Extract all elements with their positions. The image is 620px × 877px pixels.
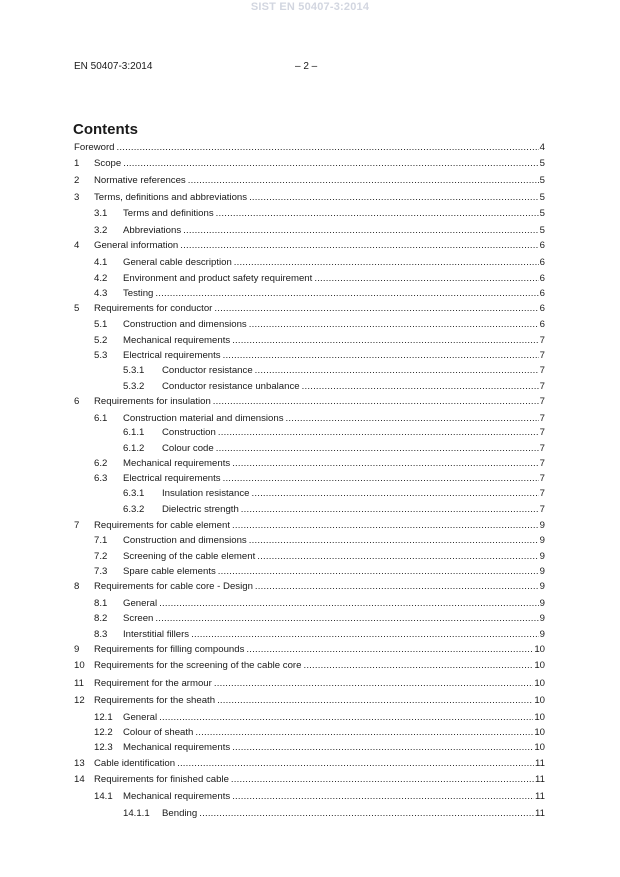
toc-entry-page: 7 bbox=[539, 504, 545, 515]
toc-entry[interactable] bbox=[74, 319, 545, 331]
toc-entry-label: Requirements for insulation bbox=[94, 396, 211, 407]
toc-entry-number: 12.2 bbox=[94, 727, 113, 738]
toc-leader-dots bbox=[232, 791, 534, 803]
toc-leader-dots bbox=[231, 774, 534, 786]
toc-entry[interactable] bbox=[74, 142, 545, 154]
toc-entry-label: Mechanical requirements bbox=[123, 791, 231, 802]
toc-entry-number: 7.2 bbox=[94, 551, 108, 562]
toc-entry-label: Screen bbox=[123, 613, 154, 624]
toc-leader-dots bbox=[214, 678, 533, 690]
toc-leader-dots bbox=[191, 629, 539, 641]
toc-entry-label: Requirements for the sheath bbox=[94, 695, 216, 706]
toc-entry-label: Requirements for the screening of the cable core bbox=[94, 660, 302, 671]
toc-entry-label: Dielectric strength bbox=[162, 504, 239, 515]
toc-leader-dots bbox=[302, 381, 539, 393]
toc-entry-number: 9 bbox=[74, 644, 80, 655]
toc-leader-dots bbox=[216, 208, 539, 220]
toc-leader-dots bbox=[216, 443, 539, 455]
toc-entry-page: 9 bbox=[539, 629, 545, 640]
toc-entry-number: 5 bbox=[74, 303, 80, 314]
toc-entry[interactable] bbox=[74, 758, 545, 770]
toc-entry-page: 7 bbox=[539, 488, 545, 499]
toc-entry[interactable] bbox=[74, 629, 545, 641]
toc-entry-page: 6 bbox=[539, 319, 545, 330]
toc-entry-page: 4 bbox=[539, 142, 545, 153]
toc-entry-number: 1 bbox=[74, 158, 80, 169]
toc-entry-page: 6 bbox=[539, 257, 545, 268]
toc-entry[interactable] bbox=[74, 458, 545, 470]
toc-entry-page: 9 bbox=[539, 581, 545, 592]
toc-leader-dots bbox=[286, 413, 539, 425]
toc-entry[interactable] bbox=[74, 427, 545, 439]
toc-entry-label: Requirements for finished cable bbox=[94, 774, 229, 785]
toc-entry-number: 6.1.1 bbox=[123, 427, 145, 438]
toc-entry-number: 7.3 bbox=[94, 566, 108, 577]
toc-entry[interactable] bbox=[74, 303, 545, 315]
toc-entry-label: Colour of sheath bbox=[123, 727, 194, 738]
toc-entry-page: 6 bbox=[539, 273, 545, 284]
toc-entry-number: 8 bbox=[74, 581, 80, 592]
toc-entry[interactable] bbox=[74, 598, 545, 610]
toc-entry-page: 11 bbox=[535, 791, 545, 802]
toc-entry-number: 3.1 bbox=[94, 208, 108, 219]
toc-entry-number: 8.1 bbox=[94, 598, 108, 609]
toc-entry-number: 14.1.1 bbox=[123, 808, 150, 819]
toc-entry[interactable] bbox=[74, 644, 545, 656]
toc-entry-page: 10 bbox=[534, 695, 545, 706]
toc-entry[interactable] bbox=[74, 175, 545, 187]
toc-entry-label: Cable identification bbox=[94, 758, 176, 769]
toc-leader-dots bbox=[223, 473, 539, 485]
toc-entry-page: 11 bbox=[535, 774, 545, 785]
toc-entry-page: 9 bbox=[539, 520, 545, 531]
toc-entry-number: 5.3.2 bbox=[123, 381, 145, 392]
toc-leader-dots bbox=[188, 175, 539, 187]
toc-leader-dots bbox=[214, 303, 538, 315]
toc-leader-dots bbox=[195, 727, 533, 739]
toc-entry-number: 3 bbox=[74, 192, 80, 203]
toc-entry-page: 7 bbox=[539, 458, 545, 469]
toc-entry-label: Spare cable elements bbox=[123, 566, 216, 577]
toc-entry[interactable] bbox=[74, 504, 545, 516]
toc-entry-number: 4.1 bbox=[94, 257, 108, 268]
toc-entry-label: Requirements for cable element bbox=[94, 520, 230, 531]
toc-entry[interactable] bbox=[74, 365, 545, 377]
toc-entry-page: 10 bbox=[534, 644, 545, 655]
toc-entry-page: 7 bbox=[539, 350, 545, 361]
toc-entry[interactable] bbox=[74, 473, 545, 485]
toc-leader-dots bbox=[234, 257, 539, 269]
toc-entry-label: Requirements for cable core - Design bbox=[94, 581, 253, 592]
toc-entry-page: 10 bbox=[534, 742, 545, 753]
toc-leader-dots bbox=[232, 520, 539, 532]
toc-entry-number: 5.3.1 bbox=[123, 365, 145, 376]
toc-entry-label: Insulation resistance bbox=[162, 488, 250, 499]
toc-entry[interactable] bbox=[74, 791, 545, 803]
toc-entry-label: Environment and product safety requirement bbox=[123, 273, 313, 284]
toc-entry[interactable] bbox=[74, 712, 545, 724]
toc-entry-page: 5 bbox=[539, 225, 545, 236]
toc-entry-page: 9 bbox=[539, 566, 545, 577]
toc-leader-dots bbox=[155, 613, 538, 625]
toc-entry-label: Construction bbox=[162, 427, 216, 438]
toc-entry-number: 14 bbox=[74, 774, 85, 785]
toc-entry-label: Colour code bbox=[162, 443, 214, 454]
toc-entry-page: 6 bbox=[539, 240, 545, 251]
toc-entry-page: 7 bbox=[539, 443, 545, 454]
toc-entry-label: Abbreviations bbox=[123, 225, 182, 236]
toc-leader-dots bbox=[223, 350, 539, 362]
toc-entry-number: 5.1 bbox=[94, 319, 108, 330]
toc-leader-dots bbox=[255, 581, 539, 593]
toc-leader-dots bbox=[232, 742, 533, 754]
toc-entry-number: 6.3 bbox=[94, 473, 108, 484]
toc-entry[interactable] bbox=[74, 240, 545, 252]
toc-entry-label: Requirements for conductor bbox=[94, 303, 213, 314]
toc-entry-page: 10 bbox=[534, 678, 545, 689]
toc-leader-dots bbox=[117, 142, 539, 154]
toc-entry-label: General information bbox=[94, 240, 179, 251]
toc-entry-page: 5 bbox=[539, 158, 545, 169]
toc-entry[interactable] bbox=[74, 443, 545, 455]
toc-entry-page: 10 bbox=[534, 660, 545, 671]
toc-leader-dots bbox=[255, 365, 539, 377]
toc-leader-dots bbox=[257, 551, 538, 563]
toc-entry-number: 6.3.2 bbox=[123, 504, 145, 515]
toc-leader-dots bbox=[183, 225, 539, 237]
toc-entry-label: Requirement for the armour bbox=[94, 678, 212, 689]
toc-entry-number: 6.1 bbox=[94, 413, 108, 424]
page-title: Contents bbox=[73, 121, 138, 138]
toc-entry-label: Electrical requirements bbox=[123, 350, 221, 361]
toc-leader-dots bbox=[246, 644, 533, 656]
toc-entry-number: 10 bbox=[74, 660, 85, 671]
toc-entry[interactable] bbox=[74, 535, 545, 547]
toc-entry-number: 4.2 bbox=[94, 273, 108, 284]
toc-entry-number: 6.3.1 bbox=[123, 488, 145, 499]
toc-entry-label: Scope bbox=[94, 158, 122, 169]
toc-entry[interactable] bbox=[74, 695, 545, 707]
toc-entry-number: 5.3 bbox=[94, 350, 108, 361]
page-number: – 2 – bbox=[295, 61, 318, 72]
toc-entry[interactable] bbox=[74, 396, 545, 408]
toc-entry-page: 10 bbox=[534, 712, 545, 723]
toc-entry-page: 7 bbox=[539, 396, 545, 407]
toc-entry-page: 10 bbox=[534, 727, 545, 738]
toc-leader-dots bbox=[314, 273, 538, 285]
toc-leader-dots bbox=[232, 335, 538, 347]
toc-entry-label: Foreword bbox=[74, 142, 115, 153]
toc-entry-number: 3.2 bbox=[94, 225, 108, 236]
watermark-text: SIST EN 50407-3:2014 bbox=[250, 1, 370, 13]
toc-leader-dots bbox=[217, 695, 533, 707]
toc-entry[interactable] bbox=[74, 381, 545, 393]
toc-entry-number: 11 bbox=[74, 678, 84, 689]
toc-entry[interactable] bbox=[74, 208, 545, 220]
toc-entry-number: 8.2 bbox=[94, 613, 108, 624]
toc-entry-number: 7.1 bbox=[94, 535, 108, 546]
toc-entry-number: 8.3 bbox=[94, 629, 108, 640]
toc-entry[interactable] bbox=[74, 774, 545, 786]
toc-entry-label: Conductor resistance unbalance bbox=[162, 381, 300, 392]
toc-leader-dots bbox=[213, 396, 539, 408]
toc-leader-dots bbox=[123, 158, 538, 170]
toc-entry[interactable] bbox=[74, 192, 545, 204]
toc-entry-label: General bbox=[123, 712, 158, 723]
toc-entry-number: 12 bbox=[74, 695, 85, 706]
toc-entry[interactable] bbox=[74, 566, 545, 578]
toc-entry-page: 7 bbox=[539, 381, 545, 392]
toc-entry-label: Terms and definitions bbox=[123, 208, 214, 219]
toc-leader-dots bbox=[218, 566, 539, 578]
toc-entry-number: 2 bbox=[74, 175, 80, 186]
toc-leader-dots bbox=[249, 192, 539, 204]
toc-entry-number: 6 bbox=[74, 396, 80, 407]
toc-leader-dots bbox=[303, 660, 533, 672]
toc-entry-label: Normative references bbox=[94, 175, 186, 186]
toc-entry-page: 11 bbox=[535, 808, 545, 819]
toc-entry-page: 7 bbox=[539, 413, 545, 424]
toc-entry[interactable] bbox=[74, 742, 545, 754]
toc-entry[interactable] bbox=[74, 288, 545, 300]
toc-entry-page: 7 bbox=[539, 427, 545, 438]
toc-entry[interactable] bbox=[74, 520, 545, 532]
toc-entry-page: 5 bbox=[539, 208, 545, 219]
toc-entry-label: Requirements for filling compounds bbox=[94, 644, 245, 655]
toc-leader-dots bbox=[159, 598, 539, 610]
toc-entry-number: 4.3 bbox=[94, 288, 108, 299]
toc-leader-dots bbox=[249, 319, 539, 331]
toc-leader-dots bbox=[177, 758, 534, 770]
toc-entry[interactable] bbox=[74, 581, 545, 593]
toc-entry-page: 9 bbox=[539, 613, 545, 624]
toc-entry-number: 12.1 bbox=[94, 712, 113, 723]
toc-leader-dots bbox=[251, 488, 538, 500]
toc-entry[interactable] bbox=[74, 613, 545, 625]
toc-entry[interactable] bbox=[74, 335, 545, 347]
toc-entry-label: Electrical requirements bbox=[123, 473, 221, 484]
toc-entry-number: 4 bbox=[74, 240, 80, 251]
toc-leader-dots bbox=[232, 458, 538, 470]
toc-entry-number: 12.3 bbox=[94, 742, 113, 753]
toc-entry-label: General cable description bbox=[123, 257, 232, 268]
toc-entry-page: 7 bbox=[539, 335, 545, 346]
toc-entry[interactable] bbox=[74, 158, 545, 170]
toc-entry-page: 9 bbox=[539, 535, 545, 546]
toc-entry-label: General bbox=[123, 598, 158, 609]
toc-entry-page: 11 bbox=[535, 758, 545, 769]
toc-entry[interactable] bbox=[74, 350, 545, 362]
toc-entry[interactable] bbox=[74, 257, 545, 269]
toc-entry-page: 7 bbox=[539, 473, 545, 484]
toc-entry-label: Terms, definitions and abbreviations bbox=[94, 192, 248, 203]
document-id: EN 50407-3:2014 bbox=[74, 61, 153, 72]
toc-entry-label: Testing bbox=[123, 288, 154, 299]
toc-leader-dots bbox=[159, 712, 533, 724]
toc-entry-label: Mechanical requirements bbox=[123, 458, 231, 469]
toc-leader-dots bbox=[180, 240, 538, 252]
toc-entry-label: Mechanical requirements bbox=[123, 335, 231, 346]
toc-entry-label: Bending bbox=[162, 808, 198, 819]
toc-entry-label: Construction and dimensions bbox=[123, 319, 247, 330]
toc-entry-page: 5 bbox=[539, 192, 545, 203]
toc-leader-dots bbox=[155, 288, 538, 300]
toc-entry[interactable] bbox=[74, 660, 545, 672]
toc-entry[interactable] bbox=[74, 808, 545, 820]
toc-entry-label: Mechanical requirements bbox=[123, 742, 231, 753]
toc-entry-number: 6.1.2 bbox=[123, 443, 145, 454]
toc-entry[interactable] bbox=[74, 678, 545, 690]
toc-entry-label: Conductor resistance bbox=[162, 365, 253, 376]
toc-entry[interactable] bbox=[74, 225, 545, 237]
toc-leader-dots bbox=[199, 808, 534, 820]
toc-entry-number: 5.2 bbox=[94, 335, 108, 346]
toc-entry-page: 6 bbox=[539, 288, 545, 299]
toc-entry-label: Interstitial fillers bbox=[123, 629, 190, 640]
toc-entry-page: 7 bbox=[539, 365, 545, 376]
toc-entry-label: Construction and dimensions bbox=[123, 535, 247, 546]
toc-entry[interactable] bbox=[74, 727, 545, 739]
toc-entry-number: 6.2 bbox=[94, 458, 108, 469]
toc-leader-dots bbox=[241, 504, 539, 516]
toc-entry-page: 9 bbox=[539, 598, 545, 609]
toc-entry-number: 14.1 bbox=[94, 791, 113, 802]
toc-entry-number: 7 bbox=[74, 520, 80, 531]
toc-entry-page: 6 bbox=[539, 303, 545, 314]
toc-entry-label: Screening of the cable element bbox=[123, 551, 256, 562]
toc-leader-dots bbox=[249, 535, 539, 547]
toc-leader-dots bbox=[218, 427, 539, 439]
toc-entry[interactable] bbox=[74, 488, 545, 500]
toc-entry-page: 9 bbox=[539, 551, 545, 562]
toc-entry[interactable] bbox=[74, 413, 545, 425]
toc-entry[interactable] bbox=[74, 273, 545, 285]
toc-entry-number: 13 bbox=[74, 758, 85, 769]
toc-entry-label: Construction material and dimensions bbox=[123, 413, 284, 424]
toc-entry[interactable] bbox=[74, 551, 545, 563]
toc-entry-page: 5 bbox=[539, 175, 545, 186]
